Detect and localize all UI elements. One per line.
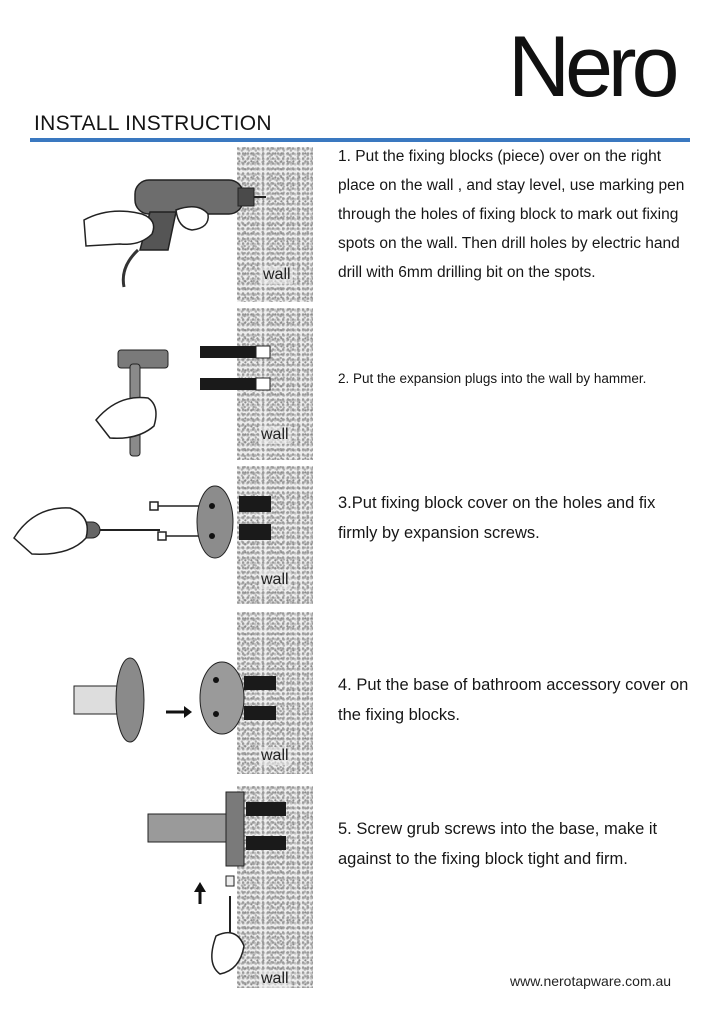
fixing-block-cover-icon (200, 662, 244, 734)
hammer-illustration (88, 340, 288, 460)
accessory-base-icon (74, 658, 144, 742)
fixing-block-icon (244, 676, 276, 720)
arrow-up-icon (194, 882, 206, 904)
hand-icon (96, 397, 156, 438)
expansion-plug-icon (200, 346, 270, 390)
step-4-text: 4. Put the base of bathroom accessory cover on the fixing blocks. (338, 676, 689, 724)
fixing-block-cover-icon (197, 486, 233, 558)
fixing-block-icon (246, 802, 286, 850)
base-cover-illustration (70, 656, 290, 746)
wall-label-step-1: wall (263, 266, 291, 283)
step-1-text: 1. Put the fixing blocks (piece) over on the right place on the wall , and stay level, use marking pen through the holes of fixing block to mark out fixing spots on the wall. Then drill holes by electric hand drill with 6mm drilling bit on the spots. (338, 148, 685, 281)
footer-website: www.nerotapware.com.au (510, 973, 672, 989)
drill-illustration (80, 172, 270, 292)
wall-label-step-3: wall (261, 571, 289, 588)
accessory-rod-icon (148, 792, 244, 866)
brand-logo: Nero (508, 19, 675, 115)
grub-screw-illustration (140, 786, 300, 986)
hand-icon (212, 933, 244, 974)
step-3-text: 3.Put fixing block cover on the holes and fix firmly by expansion screws. (338, 494, 656, 542)
arrow-right-icon (166, 706, 192, 718)
page-title: INSTALL INSTRUCTION (34, 112, 272, 135)
step-2-text: 2. Put the expansion plugs into the wall by hammer. (338, 371, 647, 386)
screwdriver-illustration (10, 484, 280, 574)
step-5-text: 5. Screw grub screws into the base, make it against to the fixing block tight and firm. (338, 820, 658, 868)
wall-label-step-4: wall (261, 747, 289, 764)
wall-label-step-2: wall (261, 426, 289, 443)
wall-label-step-5: wall (261, 970, 289, 987)
fixing-block-icon (239, 496, 271, 540)
hand-icon (14, 508, 87, 554)
